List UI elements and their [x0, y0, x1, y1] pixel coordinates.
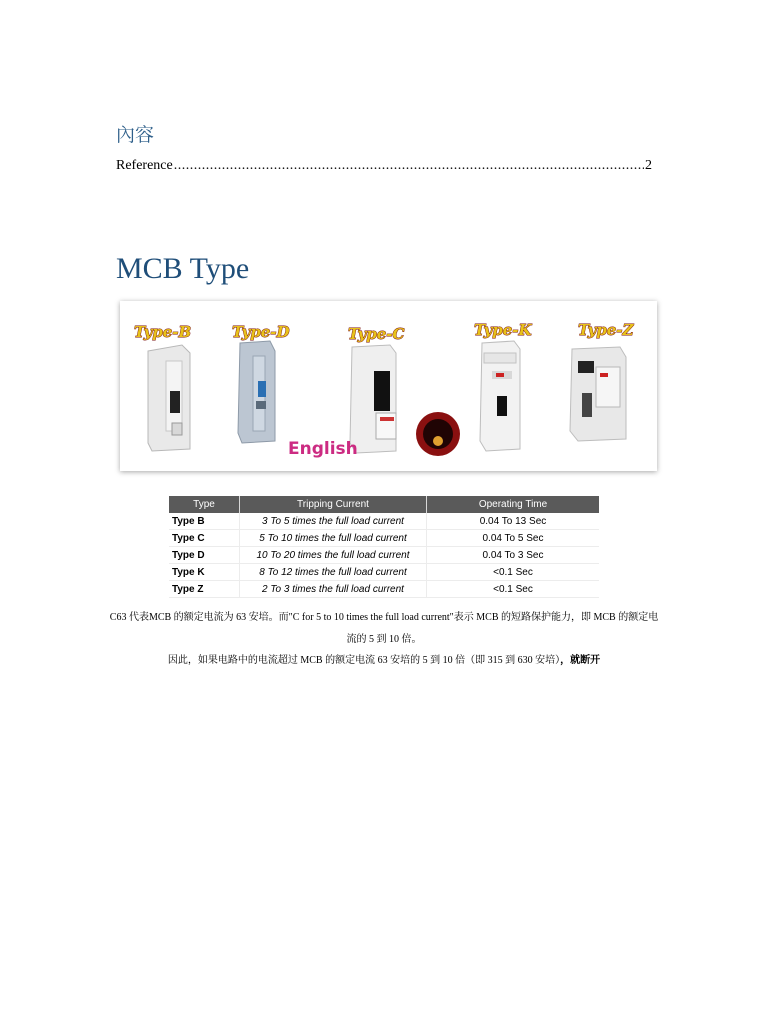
cell-type: Type B: [169, 513, 240, 530]
cell-time: 0.04 To 5 Sec: [427, 530, 600, 547]
channel-logo: [416, 412, 460, 456]
cell-tripping: 8 To 12 times the full load current: [240, 564, 427, 581]
table-row: [169, 564, 599, 581]
header-operating-time: Operating Time: [427, 496, 600, 513]
breaker-type-z: [570, 347, 626, 441]
cell-type: Type Z: [169, 581, 240, 598]
mcb-types-image: [120, 301, 657, 471]
header-tripping-current: Tripping Current: [240, 496, 427, 513]
cell-time: 0.04 To 3 Sec: [427, 547, 600, 564]
conclusion-bold-text: ，就断开: [560, 655, 601, 666]
english-label: English: [288, 439, 358, 459]
label-type-d: Type-D: [232, 323, 290, 341]
cell-type: Type C: [169, 530, 240, 547]
explanation-paragraph: C63 代表MCB 的额定电流为 63 安培。而"C for 5 to 10 times the full load current"表示 MCB 的短路保护能力，即 MCB 的额定电流的 5 到 10 倍。: [109, 612, 659, 645]
cell-time: <0.1 Sec: [427, 581, 600, 598]
toc-heading: 內容: [116, 124, 155, 146]
breaker-type-k: [480, 341, 520, 451]
cell-tripping: 10 To 20 times the full load current: [240, 547, 427, 564]
table-header-row: [169, 496, 599, 513]
cell-tripping: 5 To 10 times the full load current: [240, 530, 427, 547]
breaker-type-b: [148, 345, 190, 451]
section-title: MCB Type: [116, 252, 250, 285]
mcb-types-illustration: [120, 301, 657, 471]
conclusion-paragraph: [108, 650, 660, 672]
mcb-type-table: [169, 496, 599, 598]
label-type-b: Type-B: [134, 323, 192, 341]
table-row: [169, 530, 599, 547]
cell-tripping: 2 To 3 times the full load current: [240, 581, 427, 598]
cell-time: <0.1 Sec: [427, 564, 600, 581]
toc-entry-label: Reference: [116, 158, 173, 173]
label-type-k: Type-K: [474, 321, 532, 339]
toc-entry-page: 2: [645, 158, 652, 173]
toc-entry-reference[interactable]: [116, 158, 652, 174]
label-type-c: Type-C: [348, 325, 405, 343]
cell-time: 0.04 To 13 Sec: [427, 513, 600, 530]
cell-type: Type K: [169, 564, 240, 581]
toc-leader-dots: [174, 158, 644, 174]
table-row: [169, 513, 599, 530]
cell-type: Type D: [169, 547, 240, 564]
breaker-type-c: [350, 345, 396, 453]
header-type: Type: [169, 496, 240, 513]
table-row: [169, 581, 599, 598]
label-type-z: Type-Z: [578, 321, 634, 339]
cell-tripping: 3 To 5 times the full load current: [240, 513, 427, 530]
table-row: [169, 547, 599, 564]
breaker-type-d: [238, 341, 275, 443]
conclusion-text: 因此，如果电路中的电流超过 MCB 的额定电流 63 安培的 5 到 10 倍（即 315 到 630 安培）: [167, 655, 561, 666]
